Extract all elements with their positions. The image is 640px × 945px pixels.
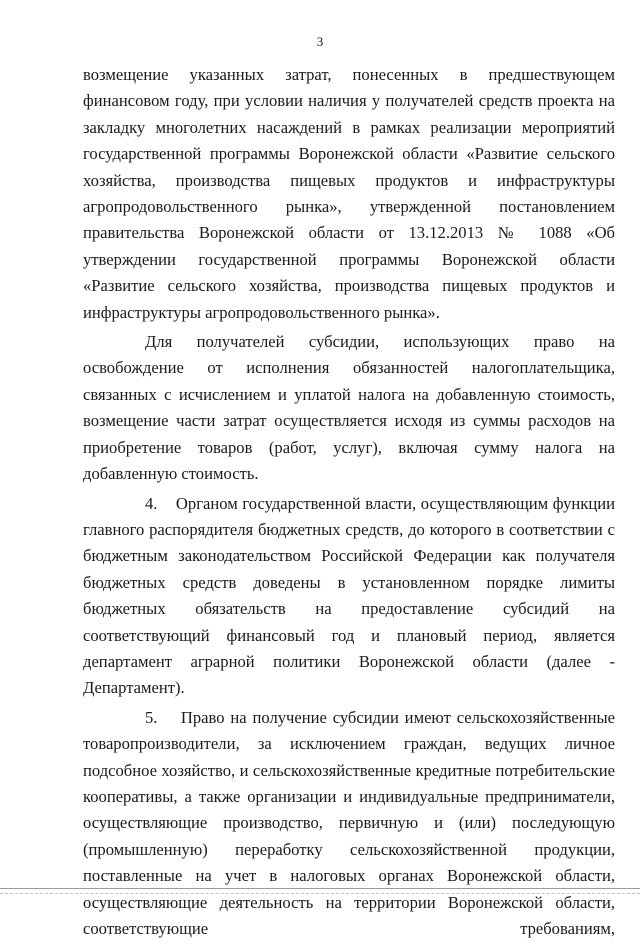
page-bottom-edge-shadow bbox=[0, 893, 640, 894]
page-number: 3 bbox=[316, 34, 324, 49]
paragraph-item-5: 5. Право на получение субсидии имеют сельскохозяйственные товаропроизводители, за исключением граждан, ведущих личное подсобное хозяйство, и сельскохозяйственные кредитные потребительские кооперативы, а также организации и индивидуальные предприниматели, осуществляющие производство, первичную и (или) последующую (промышленную) переработку сельскохозяйственной продукции, поставленные на учет в налоговых органах Воронежской области, осуществляющие деятельность на территории Воронежской области, соответствующие требованиям, bbox=[83, 707, 615, 938]
paragraph-item-4: 4. Органом государственной власти, осуществляющим функции главного распорядителя бюджетных средств, до которого в соответствии с бюджетным законодательством Российской Федерации как получателя бюджетных средств доведены в установленном порядке лимиты бюджетных обязательств на предоставление субсидий на соответствующий финансовый год и плановый период, является департамент аграрной политики Воронежской области (далее - Департамент). bbox=[83, 493, 615, 698]
page-bottom-edge bbox=[0, 888, 640, 889]
document-body bbox=[83, 62, 615, 945]
paragraph-continuation: возмещение указанных затрат, понесенных в предшествующем финансовом году, при условии наличия у получателей средств проекта на закладку многолетних насаждений в рамках реализации мероприятий государственной программы Воронежской области «Развитие сельского хозяйства, производства пищевых продуктов и инфраструктуры агропродовольственного рынка», утвержденной постановлением правительства Воронежской области от 13.12.2013 № 1088 «Об утверждении государственной программы Воронежской области «Развитие сельского хозяйства, производства пищевых продуктов и инфраструктуры агропродовольственного рынка». bbox=[83, 65, 615, 322]
paragraph-vat-exemption: Для получателей субсидии, использующих право на освобождение от исполнения обязанностей налогоплательщика, связанных с исчислением и уплатой налога на добавленную стоимость, возмещение части затрат осуществляется исходя из суммы расходов на приобретение товаров (работ, услуг), включая сумму налога на добавленную стоимость. bbox=[83, 332, 615, 484]
